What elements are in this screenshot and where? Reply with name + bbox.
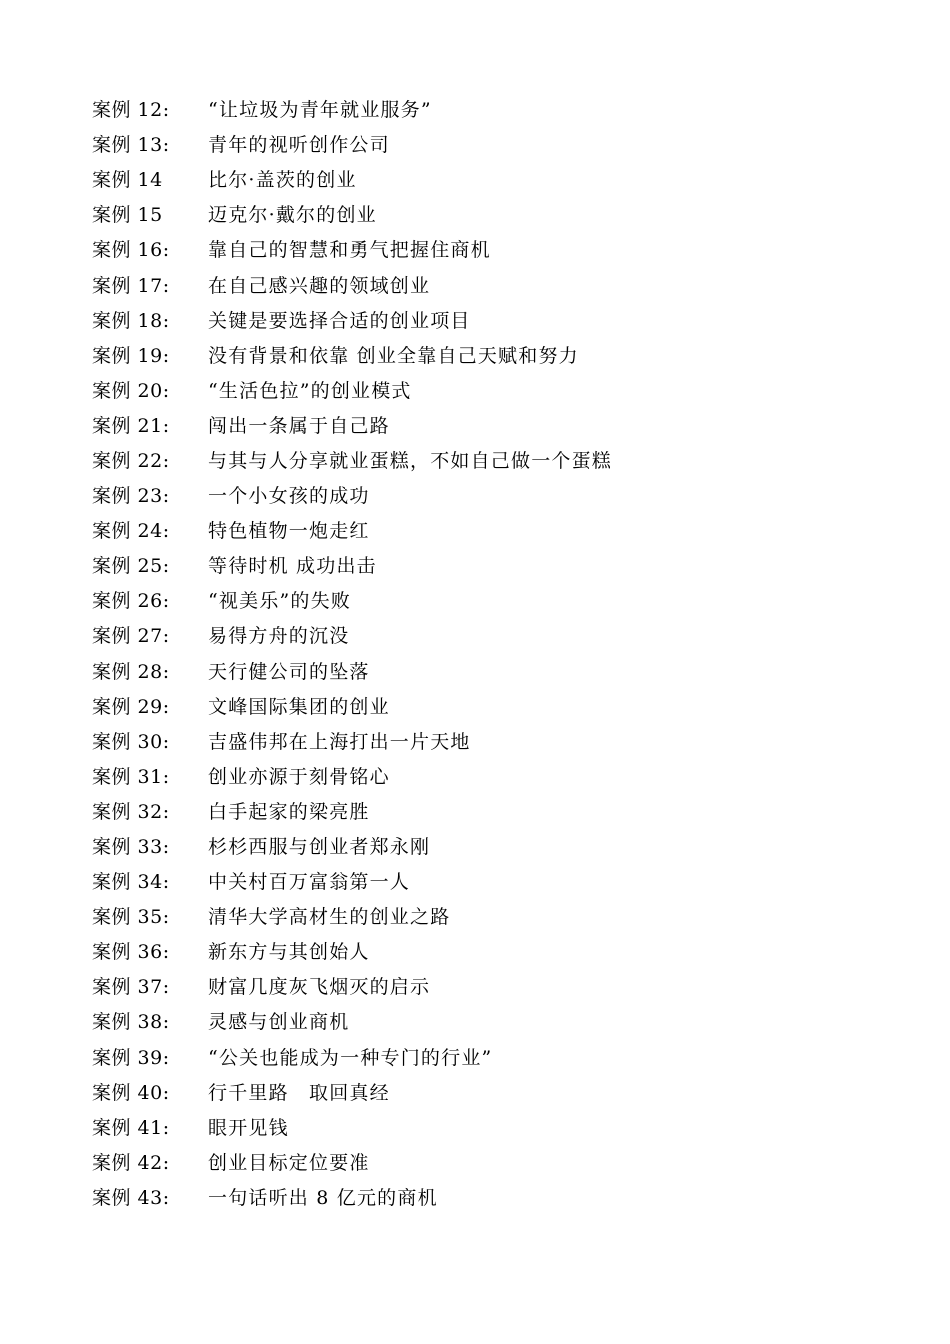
case-title: 创业亦源于刻骨铭心: [208, 765, 390, 788]
case-title: 靠自己的智慧和勇气把握住商机: [208, 239, 491, 262]
case-title: 关键是要选择合适的创业项目: [208, 309, 471, 332]
case-item: [92, 442, 612, 477]
case-title: 清华大学高材生的创业之路: [208, 906, 451, 929]
case-title: 财富几度灰飞烟灭的启示: [208, 976, 431, 999]
case-item: [92, 1179, 612, 1214]
case-item: [92, 1074, 612, 1109]
case-item: [92, 126, 612, 161]
case-number: 案例 25:: [92, 555, 170, 578]
case-title: 等待时机 成功出击: [208, 555, 377, 578]
case-number: 案例 16:: [92, 239, 170, 262]
case-item: [92, 968, 612, 1003]
case-title: 比尔·盖茨的创业: [208, 169, 357, 192]
case-item: [92, 653, 612, 688]
case-number: 案例 22:: [92, 449, 170, 472]
case-title: 灵感与创业商机: [208, 1011, 350, 1034]
case-number: 案例 30:: [92, 730, 170, 753]
case-item: [92, 1003, 612, 1038]
case-title: “生活色拉”的创业模式: [208, 379, 412, 402]
case-title: 创业目标定位要准: [208, 1151, 370, 1174]
case-item: [92, 477, 612, 512]
case-number: 案例 21:: [92, 414, 170, 437]
case-title: 中关村百万富翁第一人: [208, 871, 411, 894]
case-title: 闯出一条属于自己路: [208, 414, 390, 437]
case-title: 吉盛伟邦在上海打出一片天地: [208, 730, 471, 753]
case-number: 案例 35:: [92, 906, 170, 929]
case-item: [92, 1039, 612, 1074]
case-number: 案例 15: [92, 204, 163, 227]
case-number: 案例 26:: [92, 590, 170, 613]
case-item: [92, 1109, 612, 1144]
case-number: 案例 37:: [92, 976, 170, 999]
case-item: [92, 547, 612, 582]
case-number: 案例 12:: [92, 99, 170, 122]
case-item: [92, 161, 612, 196]
case-item: [92, 1144, 612, 1179]
case-title: 杉杉西服与创业者郑永刚: [208, 836, 431, 859]
case-item: [92, 372, 612, 407]
case-item: [92, 617, 612, 652]
case-title: 新东方与其创始人: [208, 941, 370, 964]
case-number: 案例 20:: [92, 379, 170, 402]
case-title: 行千里路 取回真经: [208, 1081, 390, 1104]
case-number: 案例 13:: [92, 134, 170, 157]
case-number: 案例 42:: [92, 1151, 170, 1174]
case-item: [92, 582, 612, 617]
case-title: 特色植物一炮走红: [208, 520, 370, 543]
case-title: 一个小女孩的成功: [208, 485, 370, 508]
case-title: 易得方舟的沉没: [208, 625, 350, 648]
case-item: [92, 828, 612, 863]
case-number: 案例 36:: [92, 941, 170, 964]
case-number: 案例 18:: [92, 309, 170, 332]
case-item: [92, 196, 612, 231]
case-number: 案例 19:: [92, 344, 170, 367]
case-number: 案例 27:: [92, 625, 170, 648]
case-item: [92, 337, 612, 372]
case-number: 案例 33:: [92, 836, 170, 859]
case-number: 案例 38:: [92, 1011, 170, 1034]
case-title: “视美乐”的失败: [208, 590, 352, 613]
case-number: 案例 31:: [92, 765, 170, 788]
case-title: “公关也能成为一种专门的行业”: [208, 1046, 493, 1069]
case-number: 案例 23:: [92, 485, 170, 508]
case-item: [92, 793, 612, 828]
case-number: 案例 39:: [92, 1046, 170, 1069]
case-number: 案例 40:: [92, 1081, 170, 1104]
case-number: 案例 32:: [92, 800, 170, 823]
case-number: 案例 14: [92, 169, 163, 192]
case-number: 案例 28:: [92, 660, 170, 683]
case-item: [92, 758, 612, 793]
case-item: [92, 688, 612, 723]
case-title: 一句话听出 8 亿元的商机: [208, 1186, 438, 1209]
case-number: 案例 29:: [92, 695, 170, 718]
case-title: 文峰国际集团的创业: [208, 695, 390, 718]
case-title: 青年的视听创作公司: [208, 134, 390, 157]
case-number: 案例 43:: [92, 1186, 170, 1209]
case-item: [92, 302, 612, 337]
case-item: [92, 91, 612, 126]
case-item: [92, 231, 612, 266]
case-number: 案例 34:: [92, 871, 170, 894]
case-item: [92, 863, 612, 898]
case-number: 案例 17:: [92, 274, 170, 297]
case-title: 白手起家的梁亮胜: [208, 800, 370, 823]
case-title: 天行健公司的坠落: [208, 660, 370, 683]
case-title: 迈克尔·戴尔的创业: [208, 204, 377, 227]
case-title: “让垃圾为青年就业服务”: [208, 99, 432, 122]
case-item: [92, 407, 612, 442]
case-item: [92, 933, 612, 968]
case-title: 与其与人分享就业蛋糕，不如自己做一个蛋糕: [208, 449, 613, 472]
case-item: [92, 723, 612, 758]
case-title: 没有背景和依靠 创业全靠自己天赋和努力: [208, 344, 579, 367]
case-list: [92, 91, 612, 1214]
case-item: [92, 266, 612, 301]
case-number: 案例 41:: [92, 1116, 170, 1139]
case-title: 在自己感兴趣的领域创业: [208, 274, 431, 297]
case-item: [92, 512, 612, 547]
case-number: 案例 24:: [92, 520, 170, 543]
case-title: 眼开见钱: [208, 1116, 289, 1139]
case-item: [92, 898, 612, 933]
